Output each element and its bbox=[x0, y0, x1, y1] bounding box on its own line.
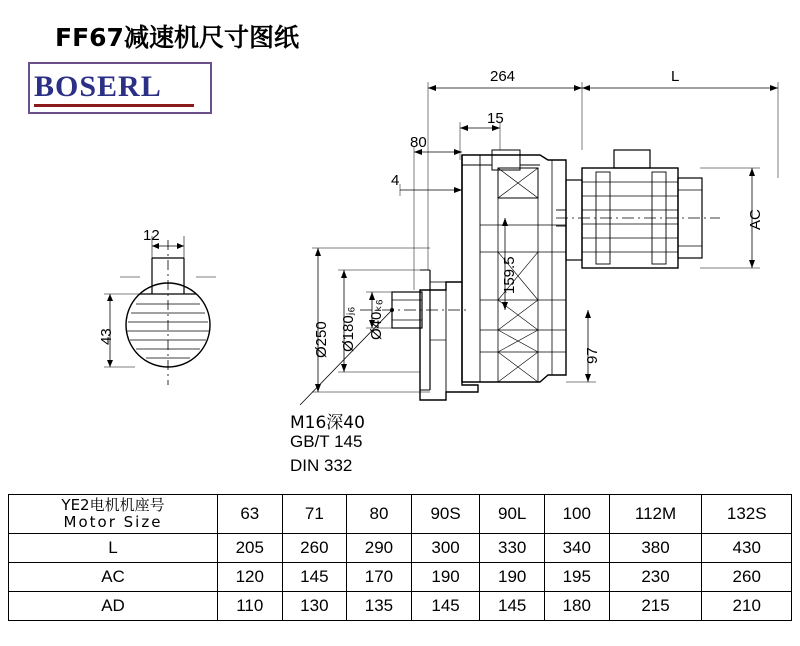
table-cell: 190 bbox=[411, 563, 480, 592]
dim-97: 97 bbox=[584, 347, 601, 364]
table-cell: 195 bbox=[545, 563, 610, 592]
table-cell: 330 bbox=[480, 534, 545, 563]
table-cell: 205 bbox=[218, 534, 283, 563]
table-cell: 180 bbox=[545, 592, 610, 621]
table-cell: 215 bbox=[609, 592, 702, 621]
table-column-header: 100 bbox=[545, 495, 610, 534]
motor-size-table bbox=[8, 494, 792, 621]
table-cell: 290 bbox=[347, 534, 412, 563]
table-header-row bbox=[9, 495, 792, 534]
table-cell: 170 bbox=[347, 563, 412, 592]
table-cell: 300 bbox=[411, 534, 480, 563]
table-column-header: 112M bbox=[609, 495, 702, 534]
table-column-header: 80 bbox=[347, 495, 412, 534]
dim-264: 264 bbox=[490, 68, 516, 85]
table-cell: 145 bbox=[282, 563, 347, 592]
table-cell: 380 bbox=[609, 534, 702, 563]
table-row-label: AC bbox=[9, 563, 218, 592]
dim-43: 43 bbox=[98, 328, 115, 345]
table-cell: 340 bbox=[545, 534, 610, 563]
dim-4: 4 bbox=[391, 172, 400, 189]
note-line-3: DIN 332 bbox=[290, 456, 353, 475]
note-line-1: M16深40 bbox=[290, 413, 365, 433]
table-column-header: 63 bbox=[218, 495, 283, 534]
table-row bbox=[9, 534, 792, 563]
table-row-label: AD bbox=[9, 592, 218, 621]
table-cell: 130 bbox=[282, 592, 347, 621]
page-title: FF67减速机尺寸图纸 bbox=[55, 23, 299, 52]
logo-text: BOSERL bbox=[34, 70, 162, 103]
table-cell: 110 bbox=[218, 592, 283, 621]
table-header-label bbox=[9, 495, 218, 534]
table-cell: 145 bbox=[480, 592, 545, 621]
dim-d40: Ø40ₖ₆ bbox=[368, 299, 385, 340]
table-cell: 230 bbox=[609, 563, 702, 592]
table-column-header: 90S bbox=[411, 495, 480, 534]
table-column-header: 90L bbox=[480, 495, 545, 534]
table-column-header: 71 bbox=[282, 495, 347, 534]
dim-80: 80 bbox=[410, 134, 427, 151]
dim-L: L bbox=[671, 68, 680, 85]
dim-AC: AC bbox=[747, 209, 764, 230]
table-row bbox=[9, 563, 792, 592]
table-cell: 135 bbox=[347, 592, 412, 621]
table-cell: 210 bbox=[702, 592, 792, 621]
table-cell: 260 bbox=[282, 534, 347, 563]
table-header-label-en: Motor Size bbox=[63, 513, 163, 531]
dim-d180: Ø180ⱼ₆ bbox=[340, 306, 357, 352]
table-column-header: 132S bbox=[702, 495, 792, 534]
table-header-label-cn: YE2电机机座号 bbox=[61, 496, 165, 514]
dim-159-5: 159.5 bbox=[501, 256, 518, 294]
dim-15: 15 bbox=[487, 110, 504, 127]
table-row bbox=[9, 592, 792, 621]
table-cell: 260 bbox=[702, 563, 792, 592]
note-line-2: GB/T 145 bbox=[290, 432, 363, 451]
table-cell: 120 bbox=[218, 563, 283, 592]
table-row-label: L bbox=[9, 534, 218, 563]
dim-12: 12 bbox=[143, 227, 160, 244]
dim-d250: Ø250 bbox=[313, 321, 330, 358]
table-cell: 190 bbox=[480, 563, 545, 592]
table-cell: 145 bbox=[411, 592, 480, 621]
table-cell: 430 bbox=[702, 534, 792, 563]
